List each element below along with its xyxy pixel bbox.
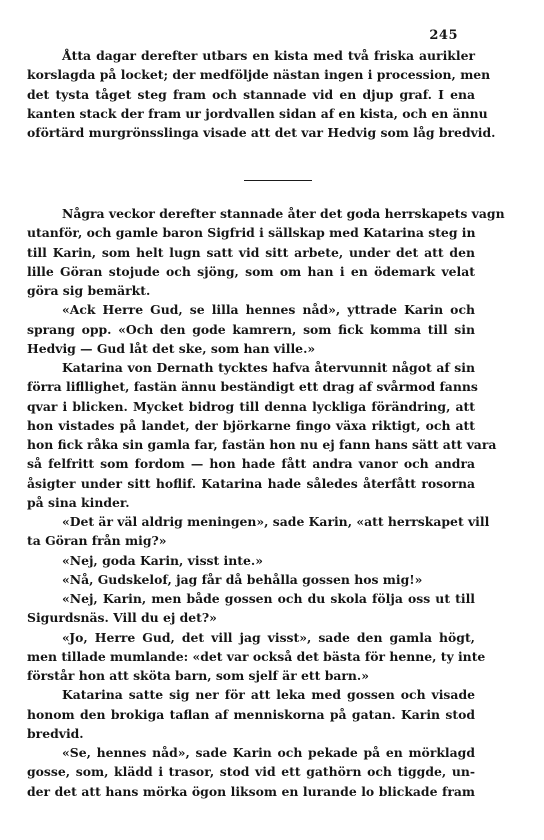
text-line: hon vistades på landet, der björkarne fingo växa riktigt, och att: [27, 417, 475, 433]
text-line: der det att hans mörka ögon liksom en lurande lo blickade fram: [27, 783, 475, 799]
text-line: åsigter under sitt hoflif. Katarina hade således återfått rosorna: [27, 475, 475, 491]
text-line: hon fick råka sin gamla far, fastän hon nu ej fann hans sätt att vara: [27, 437, 497, 452]
text-line: kanten stack der fram ur jordvallen sidan af en kista, och en ännu: [27, 105, 488, 121]
section-divider: [244, 180, 312, 181]
text-line: qvar i blicken. Mycket bidrog till denna lyckliga förändring, att: [27, 398, 475, 414]
text-line: ta Göran från mig?»: [27, 533, 167, 549]
text-line: oförtärd murgrönsslinga visade att det var Hedvig som låg bredvid.: [27, 125, 496, 140]
text-line: «Nå, Gudskelof, jag får då behålla gossen hos mig!»: [62, 571, 423, 587]
text-line: så felfritt som fordom — hon hade fått andra vanor och andra: [27, 456, 475, 472]
text-line: bredvid.: [27, 725, 84, 741]
text-line: göra sig bemärkt.: [27, 283, 151, 298]
paragraph-block-visit: [27, 204, 505, 801]
text-line: till Karin, som helt lugn satt vid sitt arbete, under det att den: [27, 244, 475, 260]
text-line: Hedvig — Gud låt det ske, som han ville.»: [27, 340, 316, 356]
text-line: «Jo, Herre Gud, det vill jag visst», sade den gamla högt,: [62, 629, 475, 645]
text-line: förra lifllighet, fastän ännu beständigt ett drag af svårmod fanns: [27, 379, 478, 395]
text-line: «Se, hennes nåd», sade Karin och pekade på en mörklagd: [62, 745, 475, 760]
text-line: på sina kinder.: [27, 494, 130, 510]
text-line: «Nej, Karin, men både gossen och du skola följa oss ut till: [62, 591, 475, 606]
text-line: det tysta tåget steg fram och stannade vid en djup graf. I ena: [27, 86, 475, 102]
text-line: korslagda på locket; der medföljde nästan ingen i procession, men: [27, 67, 491, 83]
text-line: Katarina von Dernath tycktes hafva återvunnit något af sin: [62, 360, 475, 375]
text-line: lille Göran stojude och sjöng, som om han i en ödemark velat: [27, 263, 475, 279]
page-number: 245: [429, 28, 458, 43]
text-line: förstår hon att sköta barn, som sjelf är ett barn.»: [27, 668, 369, 683]
text-line: sprang opp. «Och den gode kamrern, som fick komma till sin: [27, 321, 475, 337]
text-line: gosse, som, klädd i trasor, stod vid ett gathörn och tiggde, un-: [27, 764, 475, 780]
text-line: Sigurdsnäs. Vill du ej det?»: [27, 610, 217, 626]
text-line: Katarina satte sig ner för att leka med gossen och visade: [62, 687, 475, 703]
text-line: men tillade mumlande: «det var också det bästa för henne, ty inte: [27, 648, 486, 664]
text-line: Åtta dagar derefter utbars en kista med två friska aurikler: [62, 48, 475, 63]
text-line: «Nej, goda Karin, visst inte.»: [62, 552, 263, 568]
text-line: utanför, och gamle baron Sigfrid i sällskap med Katarina steg in: [27, 225, 476, 241]
text-line: Några veckor derefter stannade åter det goda herrskapets vagn: [62, 206, 505, 221]
paragraph-block-funeral: [27, 46, 496, 142]
text-line: «Det är väl aldrig meningen», sade Karin, «att herrskapet vill: [62, 514, 490, 529]
text-line: honom den brokiga taflan af menniskorna på gatan. Karin stod: [27, 706, 475, 722]
text-line: «Ack Herre Gud, se lilla hennes nåd», yttrade Karin och: [62, 302, 475, 318]
